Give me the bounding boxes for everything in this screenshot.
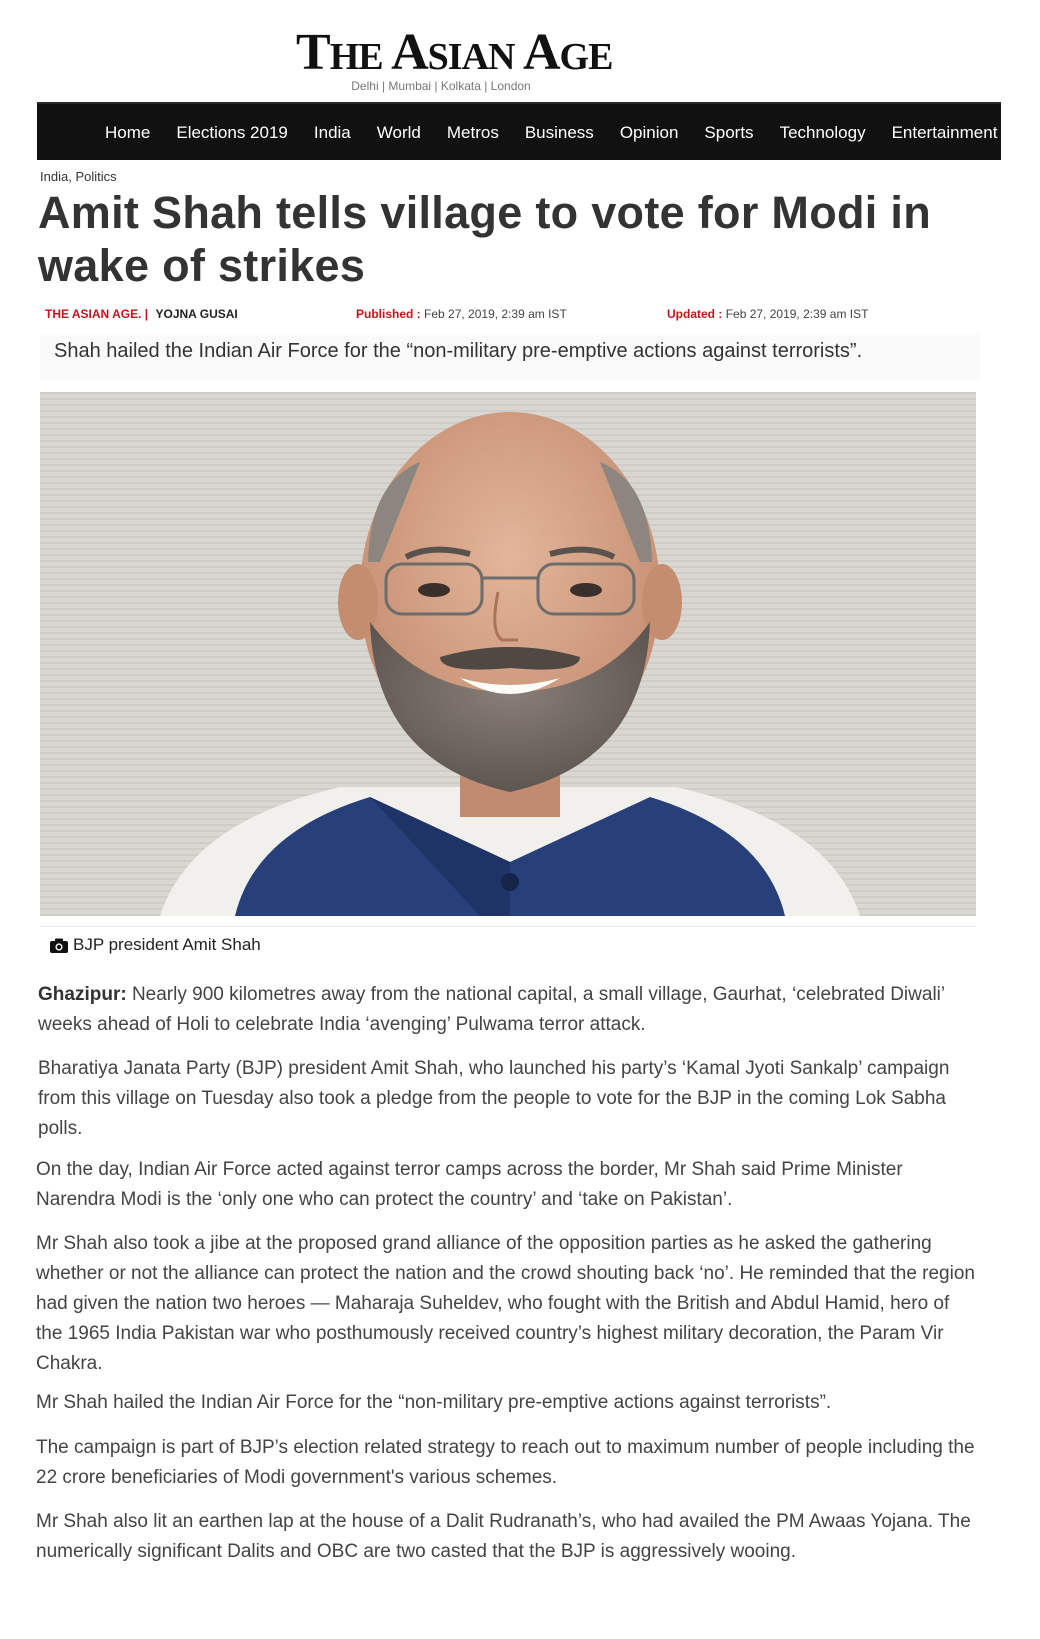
article-categories bbox=[40, 169, 117, 184]
nav-item-sports[interactable]: Sports bbox=[704, 123, 754, 142]
article-summary: Shah hailed the Indian Air Force for the “non-military pre-emptive actions against terrorists”. bbox=[40, 334, 980, 380]
image-caption-text: BJP president Amit Shah bbox=[73, 935, 261, 954]
nav-item-technology[interactable]: Technology bbox=[779, 123, 866, 142]
article-paragraph: The campaign is part of BJP’s election related strategy to reach out to maximum number of people including the 22 crore beneficiaries of Modi government's various schemes. bbox=[36, 1437, 975, 1488]
site-cities: Delhi | Mumbai | Kolkata | London bbox=[351, 79, 531, 93]
category-separator: , bbox=[68, 169, 76, 184]
category-link-india[interactable]: India bbox=[40, 169, 69, 184]
article-paragraph: Mr Shah also lit an earthen lap at the house of a Dalit Rudranath’s, who had availed the PM Awaas Yojana. The numerically significant Dalits and OBC are two casted that the BJP is aggressively wooing. bbox=[36, 1511, 971, 1562]
nav-item-opinion[interactable]: Opinion bbox=[619, 123, 679, 142]
nav-item-elections-2019[interactable]: Elections 2019 bbox=[176, 123, 288, 142]
nav-item-home[interactable]: Home bbox=[105, 123, 151, 142]
main-navigation bbox=[37, 102, 1001, 160]
article-photo bbox=[40, 392, 976, 916]
site-logo[interactable]: THE ASIAN AGE bbox=[296, 24, 613, 81]
article-byline bbox=[45, 305, 945, 323]
category-link-politics[interactable]: Politics bbox=[75, 169, 117, 184]
caption-divider bbox=[40, 926, 976, 927]
masthead bbox=[0, 0, 1040, 102]
updated-date bbox=[667, 305, 868, 323]
updated-label: Updated : bbox=[667, 307, 723, 321]
article-paragraph: On the day, Indian Air Force acted against terror camps across the border, Mr Shah said Prime Minister Narendra Modi is the ‘only one who can protect the country’ and ‘take on Pakistan’. bbox=[36, 1159, 903, 1210]
nav-item-india[interactable]: India bbox=[313, 123, 351, 142]
camera-icon bbox=[50, 937, 68, 959]
byline-separator: | bbox=[144, 307, 149, 321]
article-paragraph: Bharatiya Janata Party (BJP) president Amit Shah, who launched his party’s ‘Kamal Jyoti Sankalp’ campaign from this village on Tuesday also took a pledge from the people to vote for the BJP in the coming Lok Sabha polls. bbox=[38, 1058, 950, 1139]
article-title: Amit Shah tells village to vote for Modi in wake of strikes bbox=[38, 187, 931, 291]
byline-org[interactable]: THE ASIAN AGE. bbox=[45, 307, 142, 321]
article-paragraph: Mr Shah hailed the Indian Air Force for the “non-military pre-emptive actions against terrorists”. bbox=[36, 1392, 832, 1413]
updated-value: Feb 27, 2019, 2:39 am IST bbox=[725, 307, 869, 321]
published-label: Published : bbox=[356, 307, 421, 321]
published-date bbox=[356, 305, 567, 323]
article-dateline: Ghazipur: bbox=[38, 984, 127, 1005]
nav-item-world[interactable]: World bbox=[376, 123, 421, 142]
byline-author[interactable]: YOJNA GUSAI bbox=[155, 307, 238, 321]
nav-item-metros[interactable]: Metros bbox=[446, 123, 499, 142]
nav-item-business[interactable]: Business bbox=[524, 123, 594, 142]
paragraph-text: Nearly 900 kilometres away from the national capital, a small village, Gaurhat, ‘celebrated Diwali’ weeks ahead of Holi to celebrate India ‘avenging’ Pulwama terror attack. bbox=[38, 984, 945, 1035]
image-caption bbox=[50, 934, 261, 959]
article-paragraph bbox=[38, 980, 978, 1040]
article-paragraph: Mr Shah also took a jibe at the proposed grand alliance of the opposition parties as he asked the gathering whether or not the alliance can protect the nation and the crowd shouting back ‘no’. He reminded that the region had given the nation two heroes — Maharaja Suheldev, who fought with the British and Abdul Hamid, hero of the 1965 India Pakistan war who posthumously received country’s highest military decoration, the Param Vir Chakra. bbox=[36, 1233, 975, 1374]
published-value: Feb 27, 2019, 2:39 am IST bbox=[424, 307, 567, 321]
nav-item-entertainment[interactable]: Entertainment bbox=[891, 123, 998, 142]
